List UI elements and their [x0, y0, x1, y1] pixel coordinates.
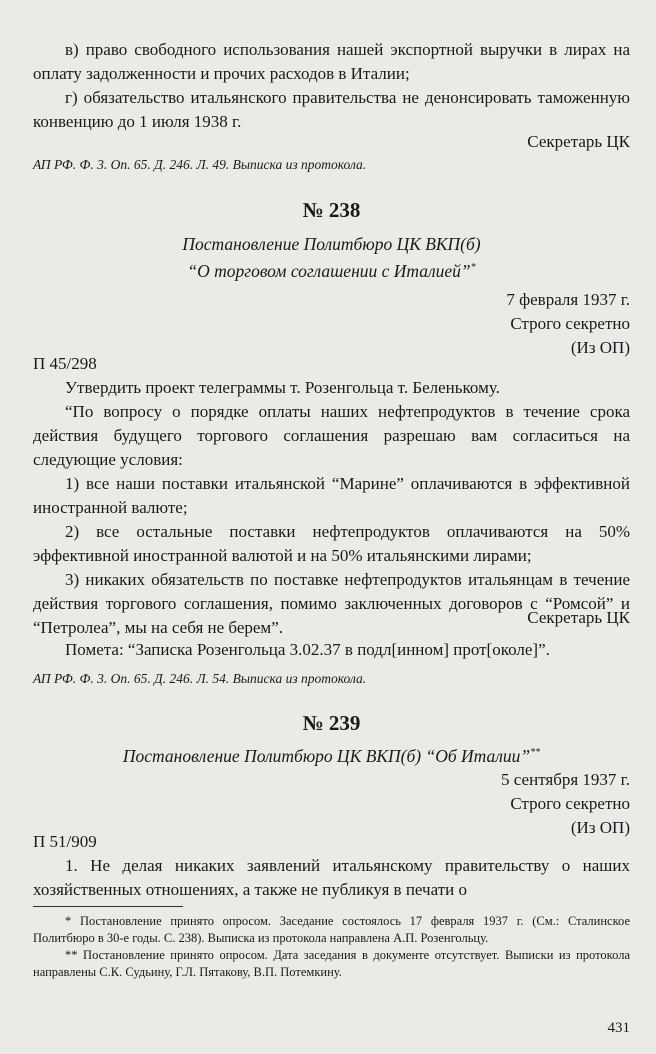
doc-238-protocol: П 45/298	[33, 354, 97, 373]
doc-239-footnote-mark: **	[530, 747, 541, 758]
doc-238-number: № 238	[302, 198, 361, 222]
doc-239-protocol: П 51/909	[33, 832, 97, 851]
page-number: 431	[607, 1020, 630, 1036]
doc-239-number: № 239	[302, 711, 361, 735]
doc-239-title: Постановление Политбюро ЦК ВКП(б) “Об Италии”	[122, 745, 531, 766]
signature-secretary-1: Секретарь ЦК	[527, 132, 630, 151]
doc-239-para1: 1. Не делая никаких заявлений итальянскому правительству о наших хозяйственных отношениях, а также не публикуя в печати о	[33, 856, 630, 899]
doc-238-para4: 2) все остальные поставки нефтепродуктов оплачиваются на 50% эффективной иностранной валютой и на 50% итальянскими лирами;	[33, 522, 630, 565]
doc-238-para3: 1) все наши поставки итальянской “Марине” оплачиваются в эффективной иностранной валюте;	[33, 474, 630, 517]
doc-239-origin: (Из ОП)	[570, 818, 630, 837]
doc-239-date: 5 сентября 1937 г.	[501, 770, 630, 789]
item-g: г) обязательство итальянского правительства не денонсировать таможенную конвенцию до 1 июля 1938 г.	[33, 88, 630, 131]
signature-secretary-2: Секретарь ЦК	[527, 608, 630, 627]
footnote-1: * Постановление принято опросом. Заседание состоялось 17 февраля 1937 г. (См.: Сталинское Политбюро в 30-е годы. С. 238). Выписка из протокола направлена А.П. Розенгольцу.	[33, 914, 630, 945]
doc-238-para2: “По вопросу о порядке оплаты наших нефтепродуктов в течение срока действия будущего торгового соглашения разрешаю вам согласиться на следующие условия:	[33, 402, 630, 469]
doc-238-footnote-mark: *	[470, 262, 476, 273]
archive-source-1: АП РФ. Ф. 3. Оп. 65. Д. 246. Л. 49. Выписка из протокола.	[33, 157, 367, 172]
doc-238-note: Помета: “Записка Розенгольца 3.02.37 в подл[инном] прот[околе]”.	[65, 640, 550, 659]
doc-238-origin: (Из ОП)	[570, 338, 630, 357]
doc-238-title-line2: “О торговом соглашении с Италией”	[187, 260, 471, 281]
footnote-2: ** Постановление принято опросом. Дата заседания в документе отсутствует. Выписки из протокола направлены С.К. Судьину, Г.Л. Пятакову, В.П. Потемкину.	[33, 948, 630, 979]
doc-238-para5: 3) никаких обязательств по поставке нефтепродуктов итальянцам в течение действия торгового соглашения, помимо заключенных договоров с “Ромсой” и “Петролеа”, мы на себя не берем”.	[33, 570, 630, 637]
doc-239-classification: Строго секретно	[510, 794, 630, 813]
doc-238-classification: Строго секретно	[510, 314, 630, 333]
item-v: в) право свободного использования нашей экспортной выручки в лирах на оплату задолженности и прочих расходов в Италии;	[33, 40, 630, 83]
doc-238-date: 7 февраля 1937 г.	[506, 290, 630, 309]
doc-238-title-line1: Постановление Политбюро ЦК ВКП(б)	[182, 234, 481, 254]
top-continuation	[33, 38, 630, 134]
doc-238-para1: Утвердить проект телеграммы т. Розенгольца т. Беленькому.	[65, 378, 500, 397]
footnote-divider	[33, 906, 183, 907]
footnotes	[33, 913, 630, 981]
archive-source-2: АП РФ. Ф. 3. Оп. 65. Д. 246. Л. 54. Выписка из протокола.	[33, 671, 367, 686]
